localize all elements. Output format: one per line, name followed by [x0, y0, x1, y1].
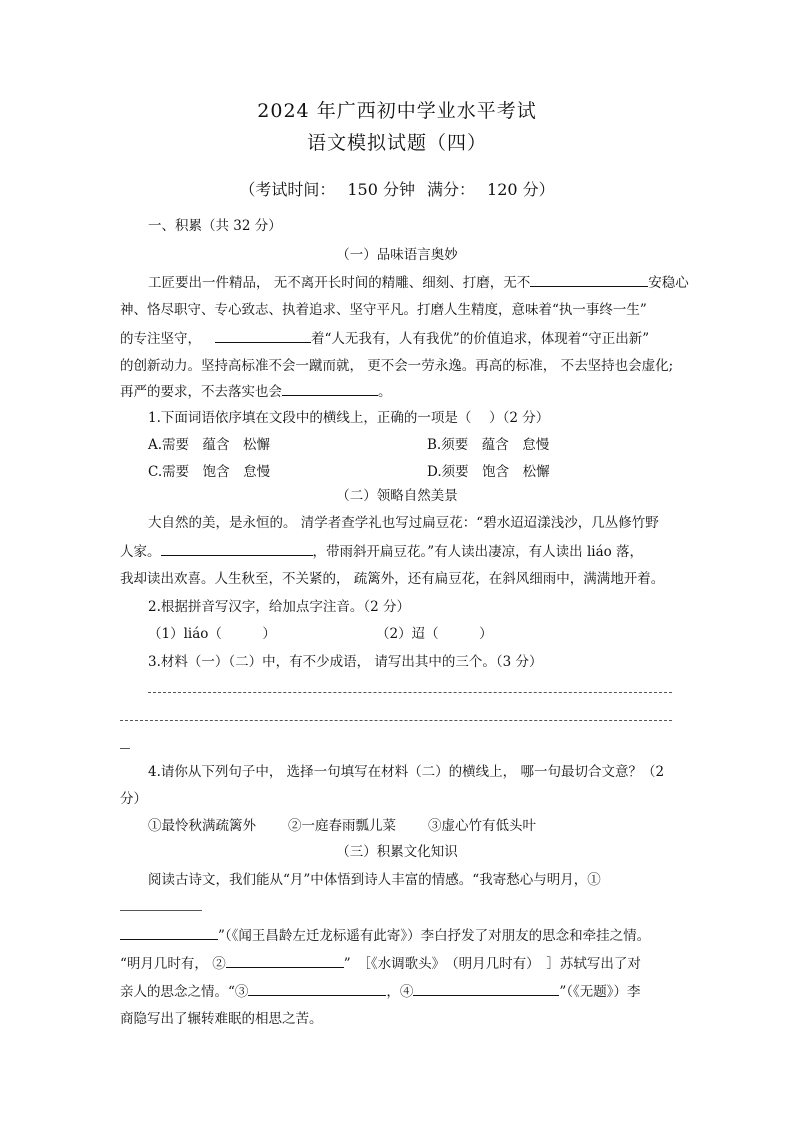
exam-title: 2024 年广西初中学业水平考试	[257, 100, 537, 122]
part3-paragraph-line: 商隐写出了辗转难眠的相思之苦。	[120, 1011, 323, 1027]
part2-paragraph-line: 我却读出欢喜。人生秋至，不关紧的， 疏篱外，还有扁豆花，在斜风细雨中，满满地开着。	[120, 571, 665, 587]
question-3: 3.材料（一）（二）中，有不少成语， 请写出其中的三个。（3 分）	[148, 654, 543, 670]
fill-blank[interactable]	[282, 381, 378, 396]
option-b[interactable]: B.须要 蕴含 怠慢	[427, 437, 550, 453]
question-1: 1.下面词语依序填在文段中的横线上，正确的一项是（ ）（2 分）	[148, 410, 550, 426]
choice-3[interactable]: ③虚心竹有低头叶	[428, 818, 536, 834]
part1-paragraph-line: 的创新动力。坚持高标准不会一蹴而就， 更不会一劳永逸。再高的标准， 不去坚持也会虚化;	[120, 358, 674, 374]
option-c[interactable]: C.需要 饱含 怠慢	[148, 464, 271, 480]
part3-paragraph-line: 阅读古诗文，我们能从“月”中体悟到诗人丰富的情感。“我寄愁心与明月，①	[148, 872, 601, 888]
part3-paragraph-line: 亲人的思念之情。“③ ，④ ”（《无题》）李	[120, 981, 680, 1002]
question-2-item-1[interactable]: （1）liáo（ ）	[148, 626, 276, 642]
score-value: 120 分）	[487, 180, 555, 199]
fill-blank[interactable]	[413, 981, 559, 996]
fill-blank[interactable]	[248, 981, 386, 996]
fill-blank[interactable]	[120, 910, 202, 911]
score-label: 满分：	[427, 180, 476, 199]
question-4: 4.请你从下列句子中， 选择一句填写在材料（二）的横线上， 哪一句最切合文意？（2	[148, 764, 665, 780]
part2-paragraph-line: 大自然的美，是永恒的。 清学者查学礼也写过扁豆花：“碧水迢迢漾浅沙，几丛修竹野	[148, 515, 659, 531]
question-2: 2.根据拼音写汉字，给加点字注音。（2 分）	[148, 599, 411, 615]
part1-paragraph-line: 神、恪尽职守、专心致志、执着追求、坚守平凡。打磨人生精度，意味着“执一事终一生”	[120, 302, 647, 318]
fill-blank[interactable]	[215, 328, 311, 343]
answer-line[interactable]	[148, 692, 672, 693]
part2-paragraph-line: 人家。 ，带雨斜开扁豆花。”有人读出凄凉，有人读出 liáo 落，	[120, 541, 680, 562]
part1-paragraph-line: 再严的要求，不去落实也会 。	[120, 381, 680, 402]
part1-heading: （一）品味语言奥妙	[336, 247, 458, 263]
time-value: 150 分钟	[347, 180, 415, 199]
part3-paragraph-line: “明月几时有， ② ” ［《水调歌头》 （明月几时有） ］苏轼写出了对	[120, 953, 680, 974]
choice-2[interactable]: ②一庭春雨瓢儿菜	[288, 818, 396, 834]
answer-line[interactable]	[120, 720, 672, 721]
section-heading: 一、积累（共 32 分）	[148, 218, 282, 234]
part1-paragraph-line: 工匠要出一件精品， 无不离开长时间的精雕、细刻、打磨，无不 安稳心	[148, 272, 708, 293]
part3-heading: （三）积累文化知识	[336, 844, 458, 860]
question-2-item-2[interactable]: （2）迢（ ）	[376, 626, 493, 642]
option-a[interactable]: A.需要 蕴含 松懈	[148, 437, 271, 453]
part2-heading: （二）领略自然美景	[336, 488, 458, 504]
part1-paragraph-line: 的专注坚守， 着“人无我有，人有我优”的价值追求，体现着“守正出新”	[120, 328, 680, 349]
answer-line[interactable]	[120, 748, 130, 749]
question-4-cont: 分）	[120, 791, 147, 807]
part3-paragraph-line: ”（《闻王昌龄左迁龙标遥有此寄》）李白抒发了对朋友的思念和牵挂之情。	[120, 925, 680, 946]
fill-blank[interactable]	[161, 541, 313, 556]
fill-blank[interactable]	[226, 953, 344, 968]
time-label: （考试时间：	[239, 180, 336, 199]
fill-blank[interactable]	[530, 272, 648, 287]
option-d[interactable]: D.须要 饱含 松懈	[427, 464, 550, 480]
exam-subtitle: 语文模拟试题（四）	[306, 132, 487, 154]
fill-blank[interactable]	[120, 925, 218, 940]
exam-time-info	[0, 177, 794, 200]
choice-1[interactable]: ①最怜秋满疏篱外	[148, 818, 256, 834]
